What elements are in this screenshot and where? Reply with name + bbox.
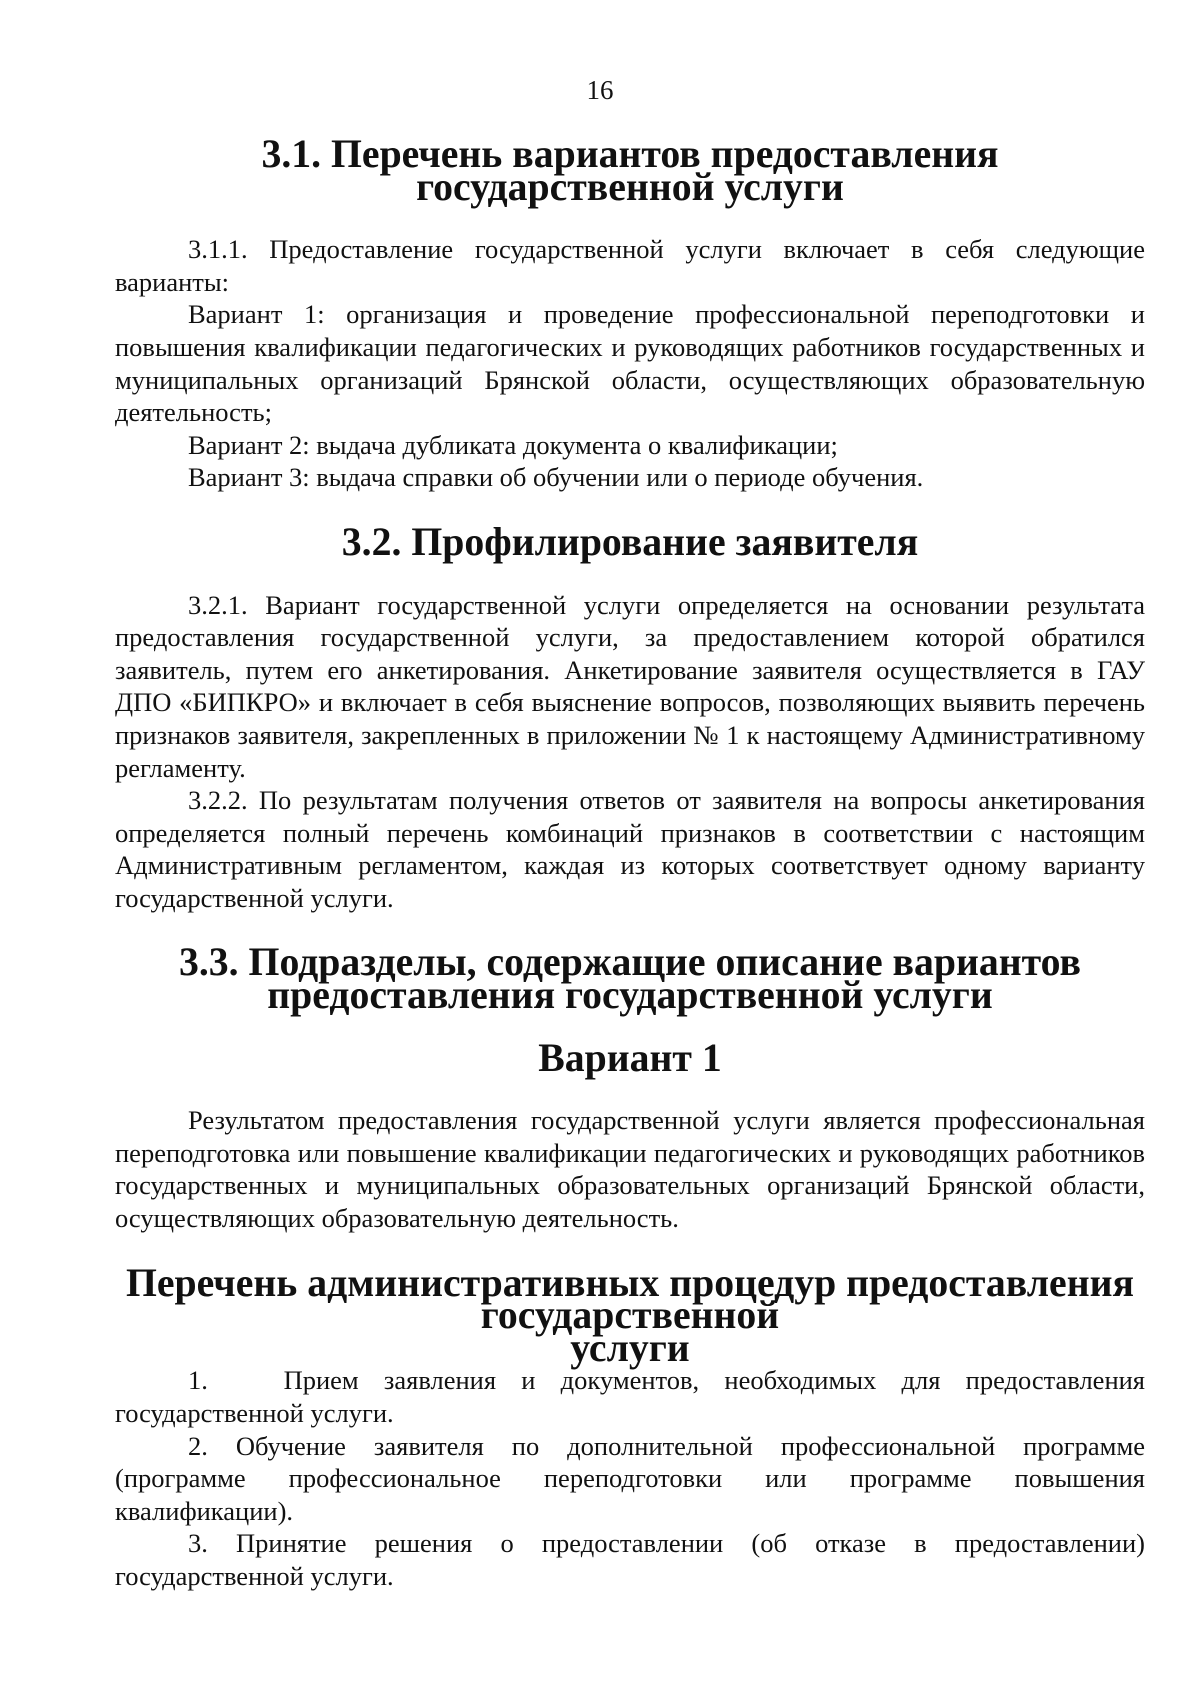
procedure-item-3: 3. Принятие решения о предоставлении (об отказе в предоставлении) государственной услуги. <box>115 1528 1145 1591</box>
section-3-2-heading <box>115 519 1145 564</box>
section-3-1-heading-line1: 3.1. Перечень вариантов предоставления <box>261 132 999 176</box>
section-3-1-variant-2: Вариант 2: выдача дубликата документа о квалификации; <box>188 429 838 460</box>
variant-1-heading-line: Вариант 1 <box>538 1035 722 1080</box>
page-number: 16 <box>586 75 614 105</box>
procedure-item-2: 2. Обучение заявителя по дополнительной профессиональной программе (программе профессиональное переподготовки или программе повышения квалификации). <box>115 1430 1145 1526</box>
section-3-1-variant-1: Вариант 1: организация и проведение профессиональной переподготовки и повышения квалификации педагогических и руководящих работников государственных и муниципальных организаций Брянской области, осуществляющих образовательную деятельность; <box>115 299 1145 428</box>
page-content <box>115 132 1152 1593</box>
procedure-item-1: 1. Прием заявления и документов, необходимых для предоставления государственной услуги. <box>115 1365 1152 1428</box>
procedures-heading-line2: услуги <box>570 1325 690 1370</box>
section-3-1-heading <box>115 132 1145 209</box>
section-3-3-heading-line2: предоставления государственной услуги <box>267 973 993 1018</box>
section-3-3-heading-line1: 3.3. Подразделы, содержащие описание вариантов <box>178 940 1082 985</box>
section-3-1-variant-3: Вариант 3: выдача справки об обучении или о периоде обучения. <box>188 462 924 493</box>
section-3-2-paragraph-2: 3.2.2. По результатам получения ответов от заявителя на вопросы анкетирования определяется полный перечень комбинаций признаков в соответствии с настоящим Административным регламентом, каждая из которых соответствует одному варианту государственной услуги. <box>115 785 1145 913</box>
section-3-2-paragraph-1: 3.2.1. Вариант государственной услуги определяется на основании результата предоставления государственной услуги, за предоставлением которой обратился заявитель, путем его анкетирования. Анкетирование заявителя осуществляется в ГАУ ДПО «БИПКРО» и включает в себя выяснение вопросов, позволяющих выявить перечень признаков заявителя, закрепленных в приложении № 1 к настоящему Административному регламенту. <box>115 589 1145 783</box>
procedures-heading-line1: Перечень административных процедур предоставления государственной <box>125 1260 1135 1338</box>
section-3-3-heading <box>115 940 1145 1018</box>
section-3-1-heading-line2: государственной услуги <box>416 164 844 209</box>
variant-1-result-paragraph: Результатом предоставления государственной услуги является профессиональная переподготовка или повышение квалификации педагогических и руководящих работников государственных и муниципальных образовательных организаций Брянской области, осуществляющих образовательную деятельность. <box>115 1105 1145 1234</box>
section-3-1-paragraph-1: 3.1.1. Предоставление государственной услуги включает в себя следующие варианты: <box>115 234 1145 297</box>
section-3-2-heading-line: 3.2. Профилирование заявителя <box>341 519 919 564</box>
variant-1-heading <box>115 1035 1145 1080</box>
procedures-heading <box>115 1260 1145 1370</box>
